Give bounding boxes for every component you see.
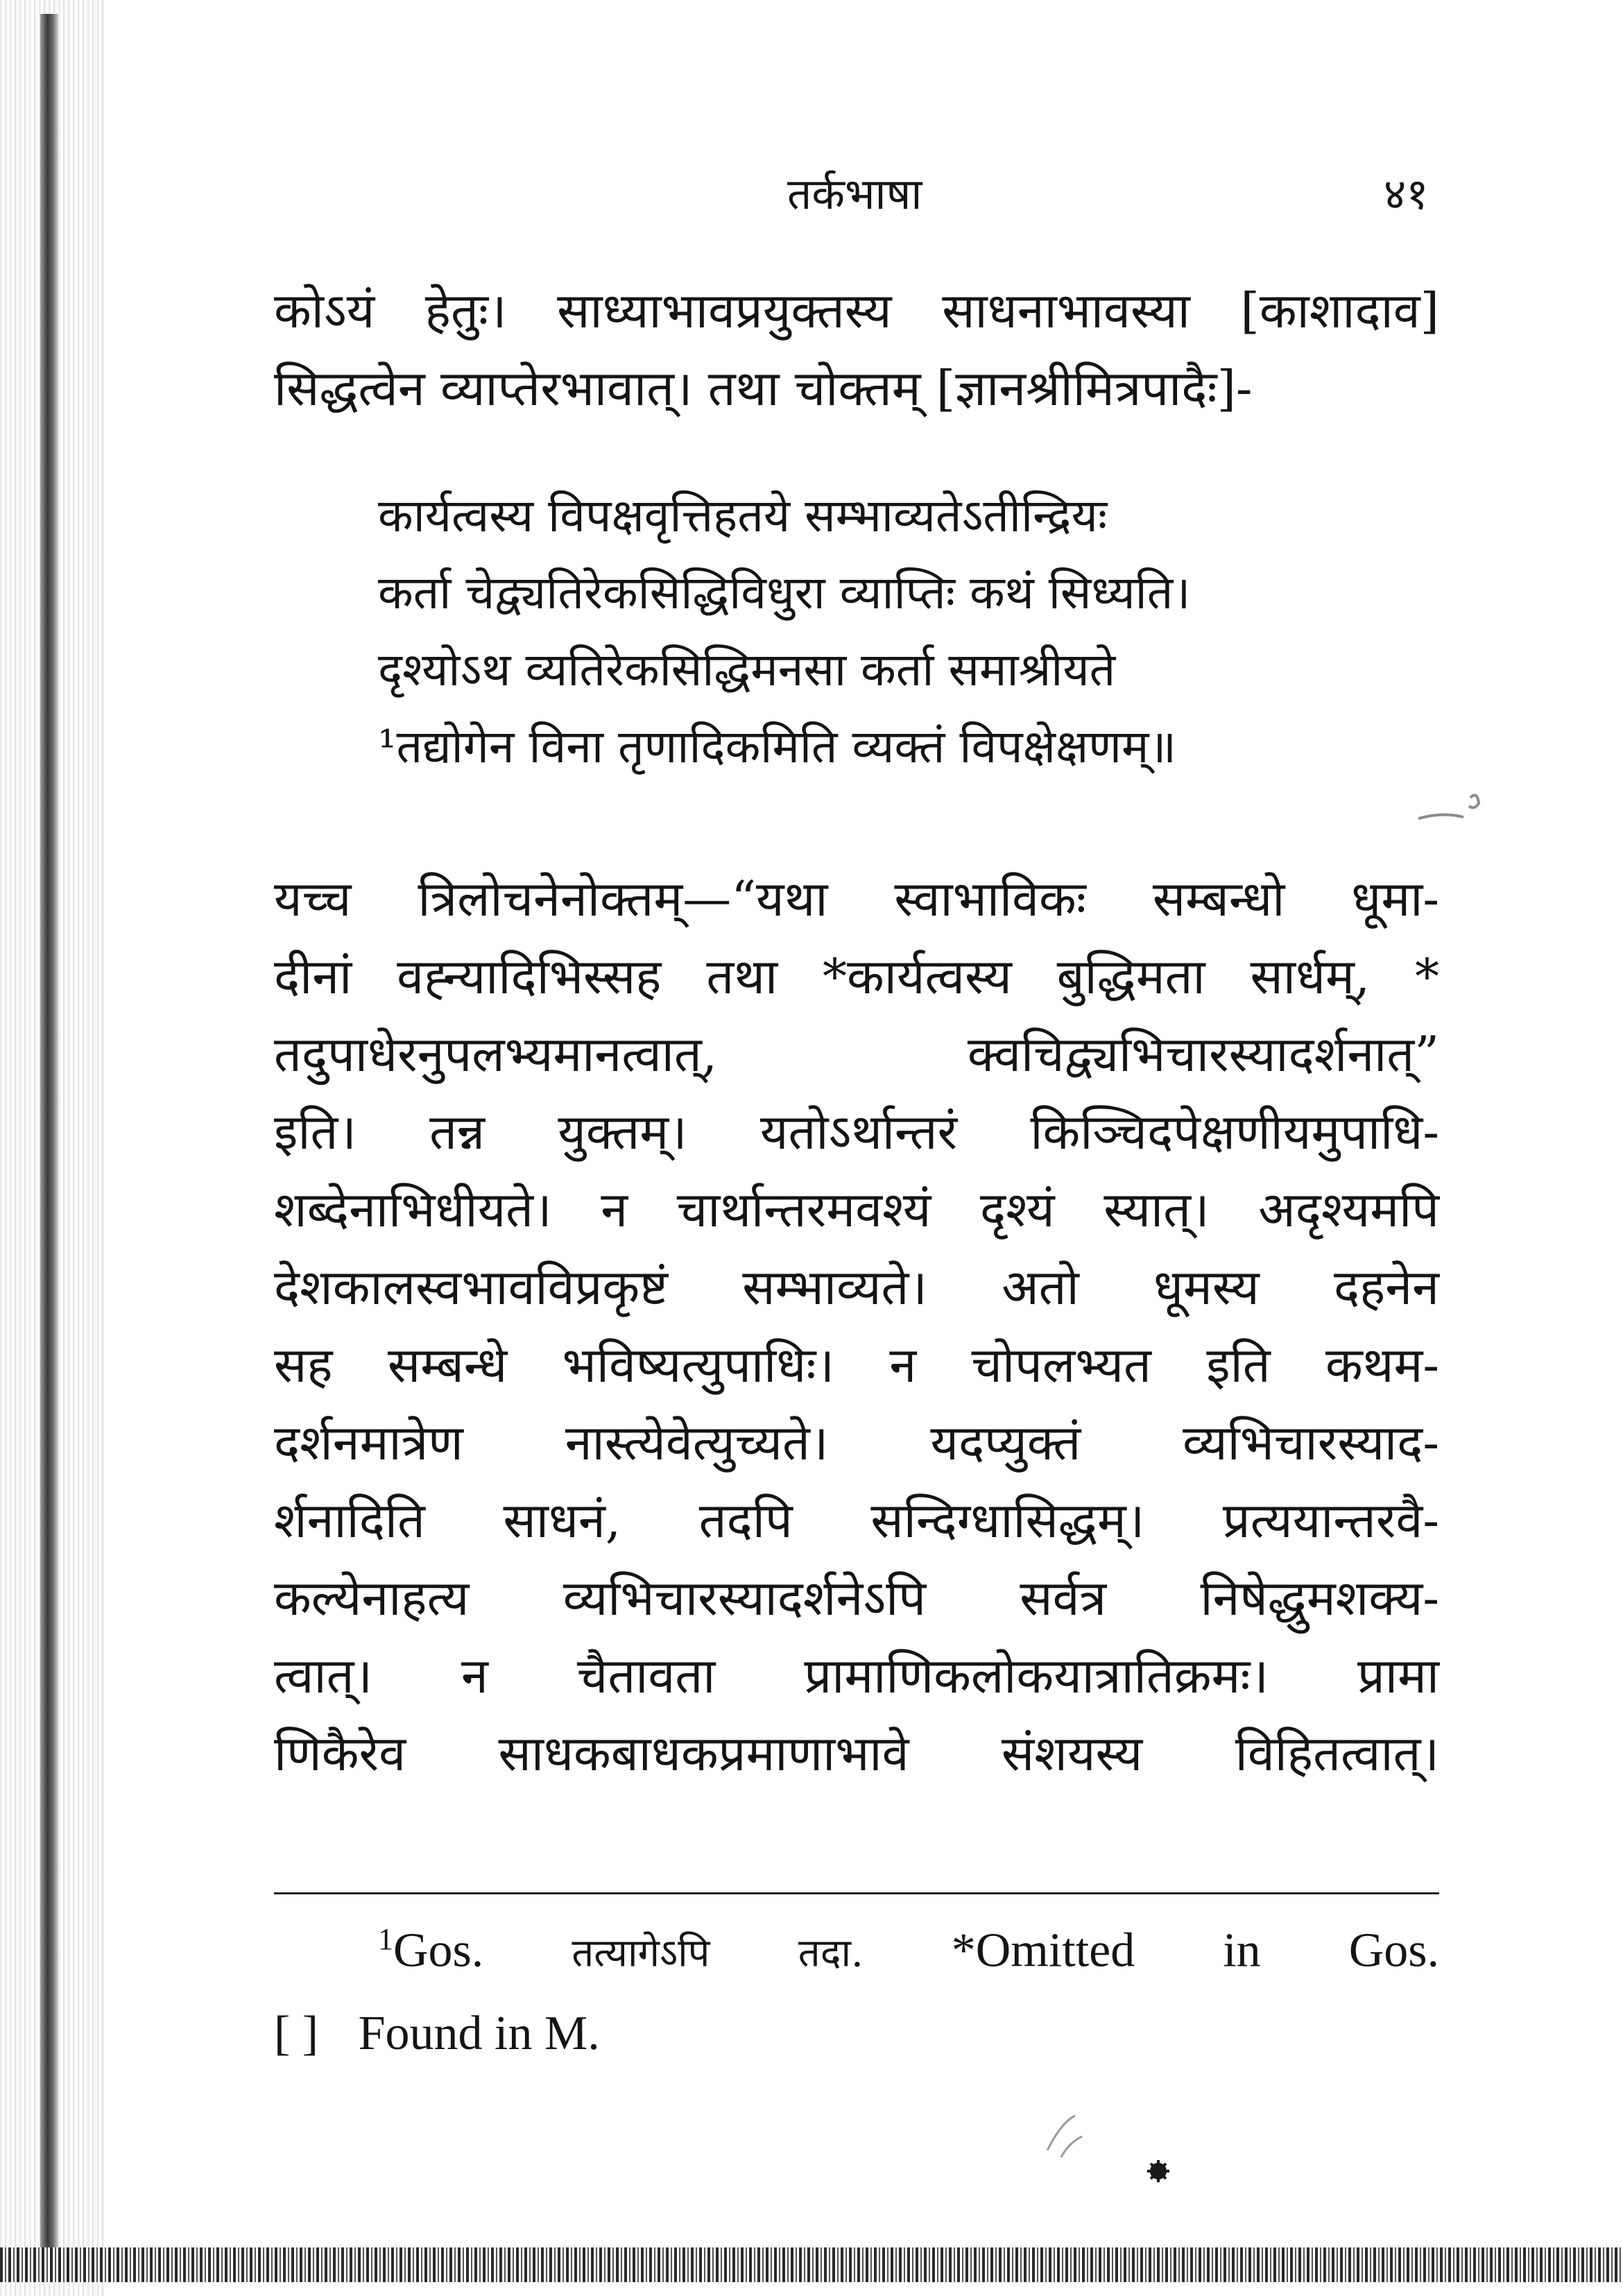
verse-line: दृश्योऽथ व्यतिरेकसिद्धिमनसा कर्ता समाश्रीयते xyxy=(378,643,1116,696)
text-line: तदुपाधेरनुपलभ्यमानत्वात्, क्वचिद्व्यभिचारस्यादर्शनात्” xyxy=(274,1026,1439,1083)
footnote-source: Gos. xyxy=(393,1924,484,1978)
footnote-reading: तत्यागेऽपि तदा. xyxy=(572,1930,864,1976)
footnote-2 xyxy=(274,2006,1439,2062)
text-line: सह सम्बन्धे भविष्यत्युपाधिः। न चोपलभ्यत इति कथम- xyxy=(274,1337,1439,1394)
footnote-rule xyxy=(274,1892,1439,1894)
text-line: इति। तन्न युक्तम्। यतोऽर्थान्तरं किञ्चिदपेक्षणीयमुपाधि- xyxy=(274,1104,1439,1160)
footnote-1 xyxy=(274,1921,1439,1978)
verse-line: कार्यत्वस्य विपक्षवृत्तिहतये सम्भाव्यतेऽतीन्द्रियः xyxy=(378,489,1108,542)
text-line: कल्येनाहत्य व्यभिचारस्यादर्शनेऽपि सर्वत्र निषेद्धुमशक्य- xyxy=(274,1570,1439,1627)
page-number: ४१ xyxy=(1384,169,1429,219)
footnote-text: Found in M. xyxy=(358,2007,600,2060)
stray-pencil-mark xyxy=(1040,2102,1124,2164)
text-line: र्शनादिति साधनं, तदपि सन्दिग्धासिद्धम्। प्रत्ययान्तरवै- xyxy=(274,1492,1439,1549)
text-line: दीनां वह्न्यादिभिस्सह तथा *कार्यत्वस्य बुद्धिमता सार्धम्, * xyxy=(274,948,1439,1005)
paragraph-1 xyxy=(274,272,1439,427)
text-line: कोऽयं हेतुः। साध्याभावप्रयुक्तस्य साधनाभावस्या [काशादाव] xyxy=(274,282,1439,339)
footnote-bracket: [ ] xyxy=(274,2007,319,2060)
text-line: शब्देनाभिधीयते। न चार्थान्तरमवश्यं दृश्यं स्यात्। अदृश्यमपि xyxy=(274,1181,1439,1238)
verse-line: ¹तद्योगेन विना तृणादिकमिति व्यक्तं विपक्षेक्षणम्॥ xyxy=(378,720,1176,773)
scan-bottom-edge xyxy=(0,2247,1623,2282)
ink-blot xyxy=(1137,2150,1179,2192)
text-line: दर्शनमात्रेण नास्त्येवेत्युच्यते। यदप्युक्तं व्यभिचारस्याद- xyxy=(274,1414,1439,1471)
margin-pencil-mark xyxy=(1415,777,1491,832)
book-spine-shadow xyxy=(40,14,58,2247)
running-title: तर्कभाषा xyxy=(787,169,922,219)
text-line: देशकालस्वभावविप्रकृष्टं सम्भाव्यते। अतो धूमस्य दहनेन xyxy=(274,1259,1439,1316)
paragraph-2 xyxy=(274,860,1439,1792)
text-line: यच्च त्रिलोचनेनोक्तम्—“यथा स्वाभाविकः सम्बन्धो धूमा- xyxy=(274,871,1439,927)
verse-block xyxy=(378,477,1377,785)
text-line: णिकैरेव साधकबाधकप्रमाणाभावे संशयस्य विहितत्वात्। xyxy=(274,1725,1439,1782)
footnote-omitted: *Omitted in Gos. xyxy=(951,1924,1440,1978)
text-line: सिद्धत्वेन व्याप्तेरभावात्। तथा चोक्तम् [ज्ञानश्रीमित्रपादैः]- xyxy=(274,360,1253,417)
text-line: त्वात्। न चैतावता प्रामाणिकलोकयात्रातिक्रमः। प्रामा xyxy=(274,1647,1439,1704)
footnote-marker: 1 xyxy=(378,1922,393,1956)
verse-line: कर्ता चेद्व्यतिरेकसिद्धिविधुरा व्याप्तिः कथं सिध्यति। xyxy=(378,566,1191,619)
